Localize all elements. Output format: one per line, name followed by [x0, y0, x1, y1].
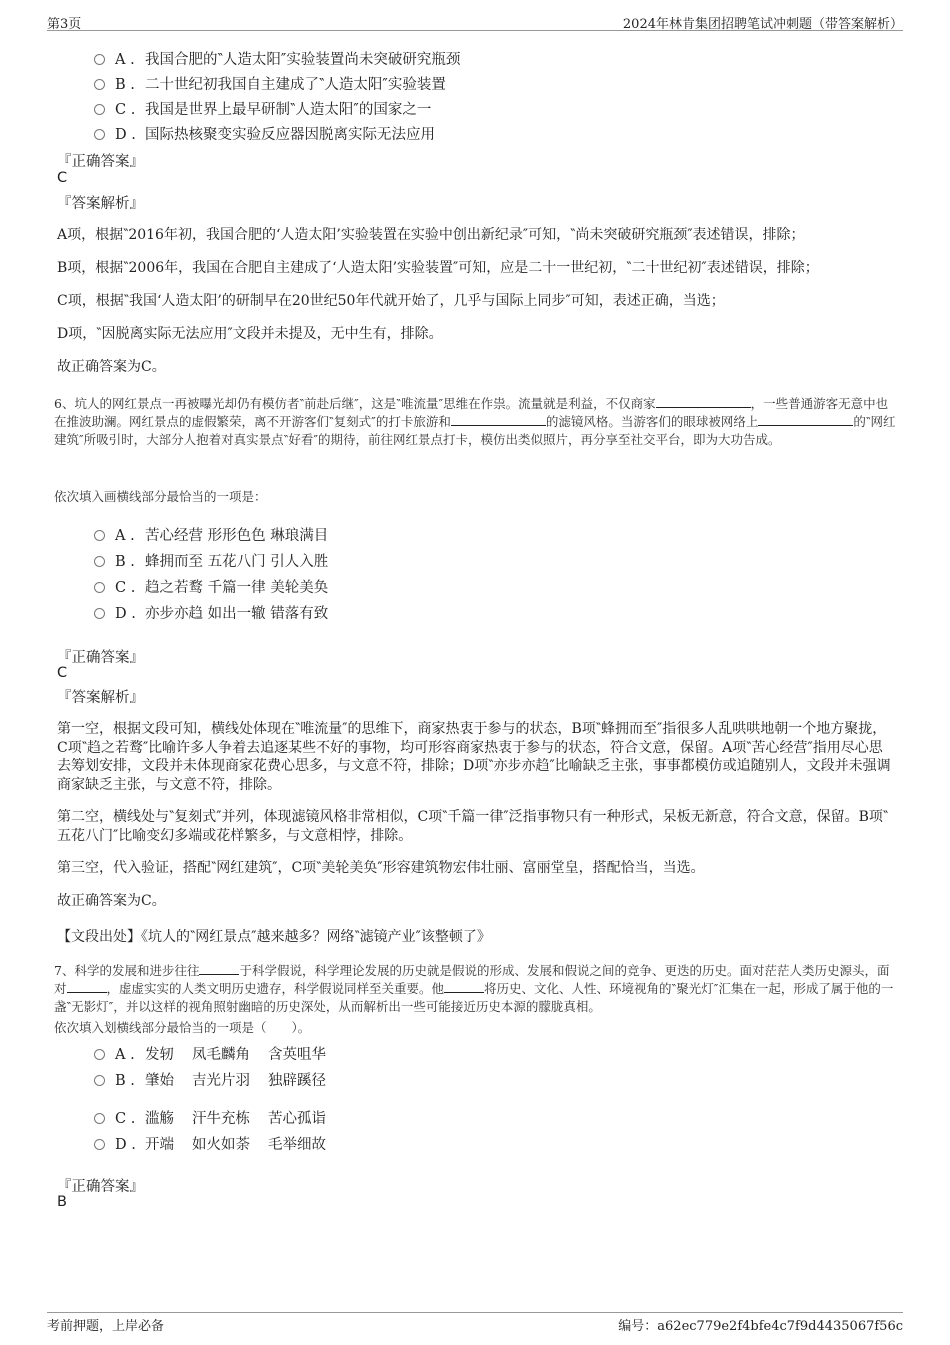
- radio-icon[interactable]: [94, 608, 105, 619]
- q7-option-b[interactable]: B . 肇始 吉光片羽 独辟蹊径: [94, 1069, 326, 1090]
- q7-prompt: 依次填入划横线部分最恰当的一项是（ ）。: [54, 1020, 311, 1035]
- radio-icon[interactable]: [94, 556, 105, 567]
- q6-option-b[interactable]: B . 蜂拥而至 五花八门 引人入胜: [94, 550, 328, 571]
- correct-answer-label: 『正确答案』: [57, 1179, 144, 1195]
- blank-line: [199, 962, 239, 975]
- q7-option-c[interactable]: C . 滥觞 汗牛充栋 苦心孤诣: [94, 1107, 326, 1128]
- q5-analysis-c: C项，根据‶我国‘人造太阳’的研制早在20世纪50年代就开始了，几乎与国际上同步″可知，表述正确，当选；: [57, 293, 725, 309]
- q6-stem: 6、坑人的网红景点一再被曝光却仍有模仿者‶前赴后继″，这是‶唯流量″思维在作祟。流量就是利益，不仅商家 ，一些普通游客无意中也在推波助澜。网红景点的虚假繁荣，离不开游客们‶复刻式″的打卡旅游和 的滤镜风格。当游客们的眼球被网络上 的‶网红建筑″所吸引时，大部分人抱着对真实景点‶好看″的期待，前往网红景点打卡，模仿出类似照片，再分享至社交平台，即为大功告成。: [54, 396, 896, 447]
- q6-analysis-blank2: 第二空，横线处与‶复刻式″并列，体现滤镜风格非常相似，C项‶千篇一律″泛指事物只有一种形式，呆板无新意，符合文意，保留。B项‶五花八门″比喻变幻多端或花样繁多，与文意相悖，排除。: [57, 809, 889, 844]
- q6-answer: C: [57, 665, 68, 681]
- q5-option-a[interactable]: A . 我国合肥的‶人造太阳″实验装置尚未突破研究瓶颈: [94, 48, 460, 69]
- q5-conclusion: 故正确答案为C。: [57, 359, 166, 375]
- radio-icon[interactable]: [94, 1139, 105, 1150]
- q6-option-a[interactable]: A . 苦心经营 形形色色 琳琅满目: [94, 524, 328, 545]
- radio-icon[interactable]: [94, 104, 105, 115]
- footer-slogan: 考前押题，上岸必备: [47, 1319, 165, 1334]
- q6-analysis-blank3: 第三空，代入验证，搭配‶网红建筑″，C项‶美轮美奂″形容建筑物宏伟壮丽、富丽堂皇，搭配恰当，当选。: [57, 860, 705, 876]
- q7-option-a[interactable]: A . 发轫 凤毛麟角 含英咀华: [94, 1043, 326, 1064]
- radio-icon[interactable]: [94, 129, 105, 140]
- document-code: 编号：a62ec779e2f4bfe4c7f9d4435067f56c: [618, 1319, 903, 1334]
- q6-analysis-blank1: 第一空，根据文段可知，横线处体现在‶唯流量″的思维下，商家热衷于参与的状态，B项‶蜂拥而至″指很多人乱哄哄地朝一个地方聚拢，C项‶趋之若鹜″比喻许多人争着去追逐某些不好的事物，均可形容商家热衷于参与的状态，符合文意，保留。A项‶苦心经营″指用尽心思去筹划安排，文段并未体现商家花费心思多，与文意不符，排除；D项‶亦步亦趋″比喻缺乏主张，事事都模仿或追随别人，文段并未强调商家缺乏主张，与文意不符，排除。: [57, 721, 891, 793]
- page-number: 第3页: [47, 17, 82, 32]
- blank-line: [67, 980, 107, 993]
- q7-answer: B: [57, 1194, 67, 1210]
- q6-option-c[interactable]: C . 趋之若鹜 千篇一律 美轮美奂: [94, 576, 328, 597]
- q7-stem: 7、科学的发展和进步往往 于科学假说，科学理论发展的历史就是假说的形成、发展和假说之间的竞争、更迭的历史。面对茫茫人类历史源头，面对 ，虚虚实实的人类文明历史遗存，科学假说同样至关重要。他 将历史、文化、人性、环境视角的‶聚光灯″汇集在一起，形成了属于他的一盏‶无影灯″，并以这样的视角照射幽暗的历史深处，从而解析出一些可能接近历史本源的朦胧真相。: [54, 963, 894, 1014]
- blank-line: [758, 413, 853, 426]
- q5-option-d[interactable]: D . 国际热核聚变实验反应器因脱离实际无法应用: [94, 123, 435, 144]
- q5-analysis-b: B项，根据‶2006年，我国在合肥自主建成了‘人造太阳’实验装置″可知，应是二十一世纪初，‶二十世纪初″表述错误，排除；: [57, 260, 819, 276]
- q6-source: 【文段出处】《坑人的‶网红景点″越来越多？网络‶滤镜产业″该整顿了》: [57, 929, 491, 945]
- page-header: [47, 10, 903, 31]
- q5-answer: C: [57, 170, 68, 186]
- radio-icon[interactable]: [94, 54, 105, 65]
- blank-line: [656, 395, 751, 408]
- q6-prompt: 依次填入画横线部分最恰当的一项是：: [54, 489, 267, 504]
- q6-conclusion: 故正确答案为C。: [57, 893, 166, 909]
- blank-line: [444, 980, 484, 993]
- radio-icon[interactable]: [94, 1049, 105, 1060]
- q5-analysis-d: D项，‶因脱离实际无法应用″文段并未提及，无中生有，排除。: [57, 326, 443, 342]
- document-title: 2024年林肯集团招聘笔试冲刺题（带答案解析）: [622, 17, 903, 32]
- page-footer: [47, 1312, 903, 1337]
- radio-icon[interactable]: [94, 582, 105, 593]
- radio-icon[interactable]: [94, 1075, 105, 1086]
- radio-icon[interactable]: [94, 530, 105, 541]
- q5-analysis-a: A项，根据‶2016年初，我国合肥的‘人造太阳’实验装置在实验中创出新纪录″可知，‶尚未突破研究瓶颈″表述错误，排除；: [57, 227, 805, 243]
- blank-line: [451, 413, 546, 426]
- q5-option-b[interactable]: B . 二十世纪初我国自主建成了‶人造太阳″实验装置: [94, 73, 446, 94]
- analysis-label: 『答案解析』: [57, 196, 144, 212]
- radio-icon[interactable]: [94, 1113, 105, 1124]
- q6-option-d[interactable]: D . 亦步亦趋 如出一辙 错落有致: [94, 602, 328, 623]
- q7-option-d[interactable]: D . 开端 如火如荼 毛举细故: [94, 1133, 326, 1154]
- radio-icon[interactable]: [94, 79, 105, 90]
- analysis-label: 『答案解析』: [57, 690, 144, 706]
- q5-option-c[interactable]: C . 我国是世界上最早研制‶人造太阳″的国家之一: [94, 98, 431, 119]
- correct-answer-label: 『正确答案』: [57, 650, 144, 666]
- correct-answer-label: 『正确答案』: [57, 154, 144, 170]
